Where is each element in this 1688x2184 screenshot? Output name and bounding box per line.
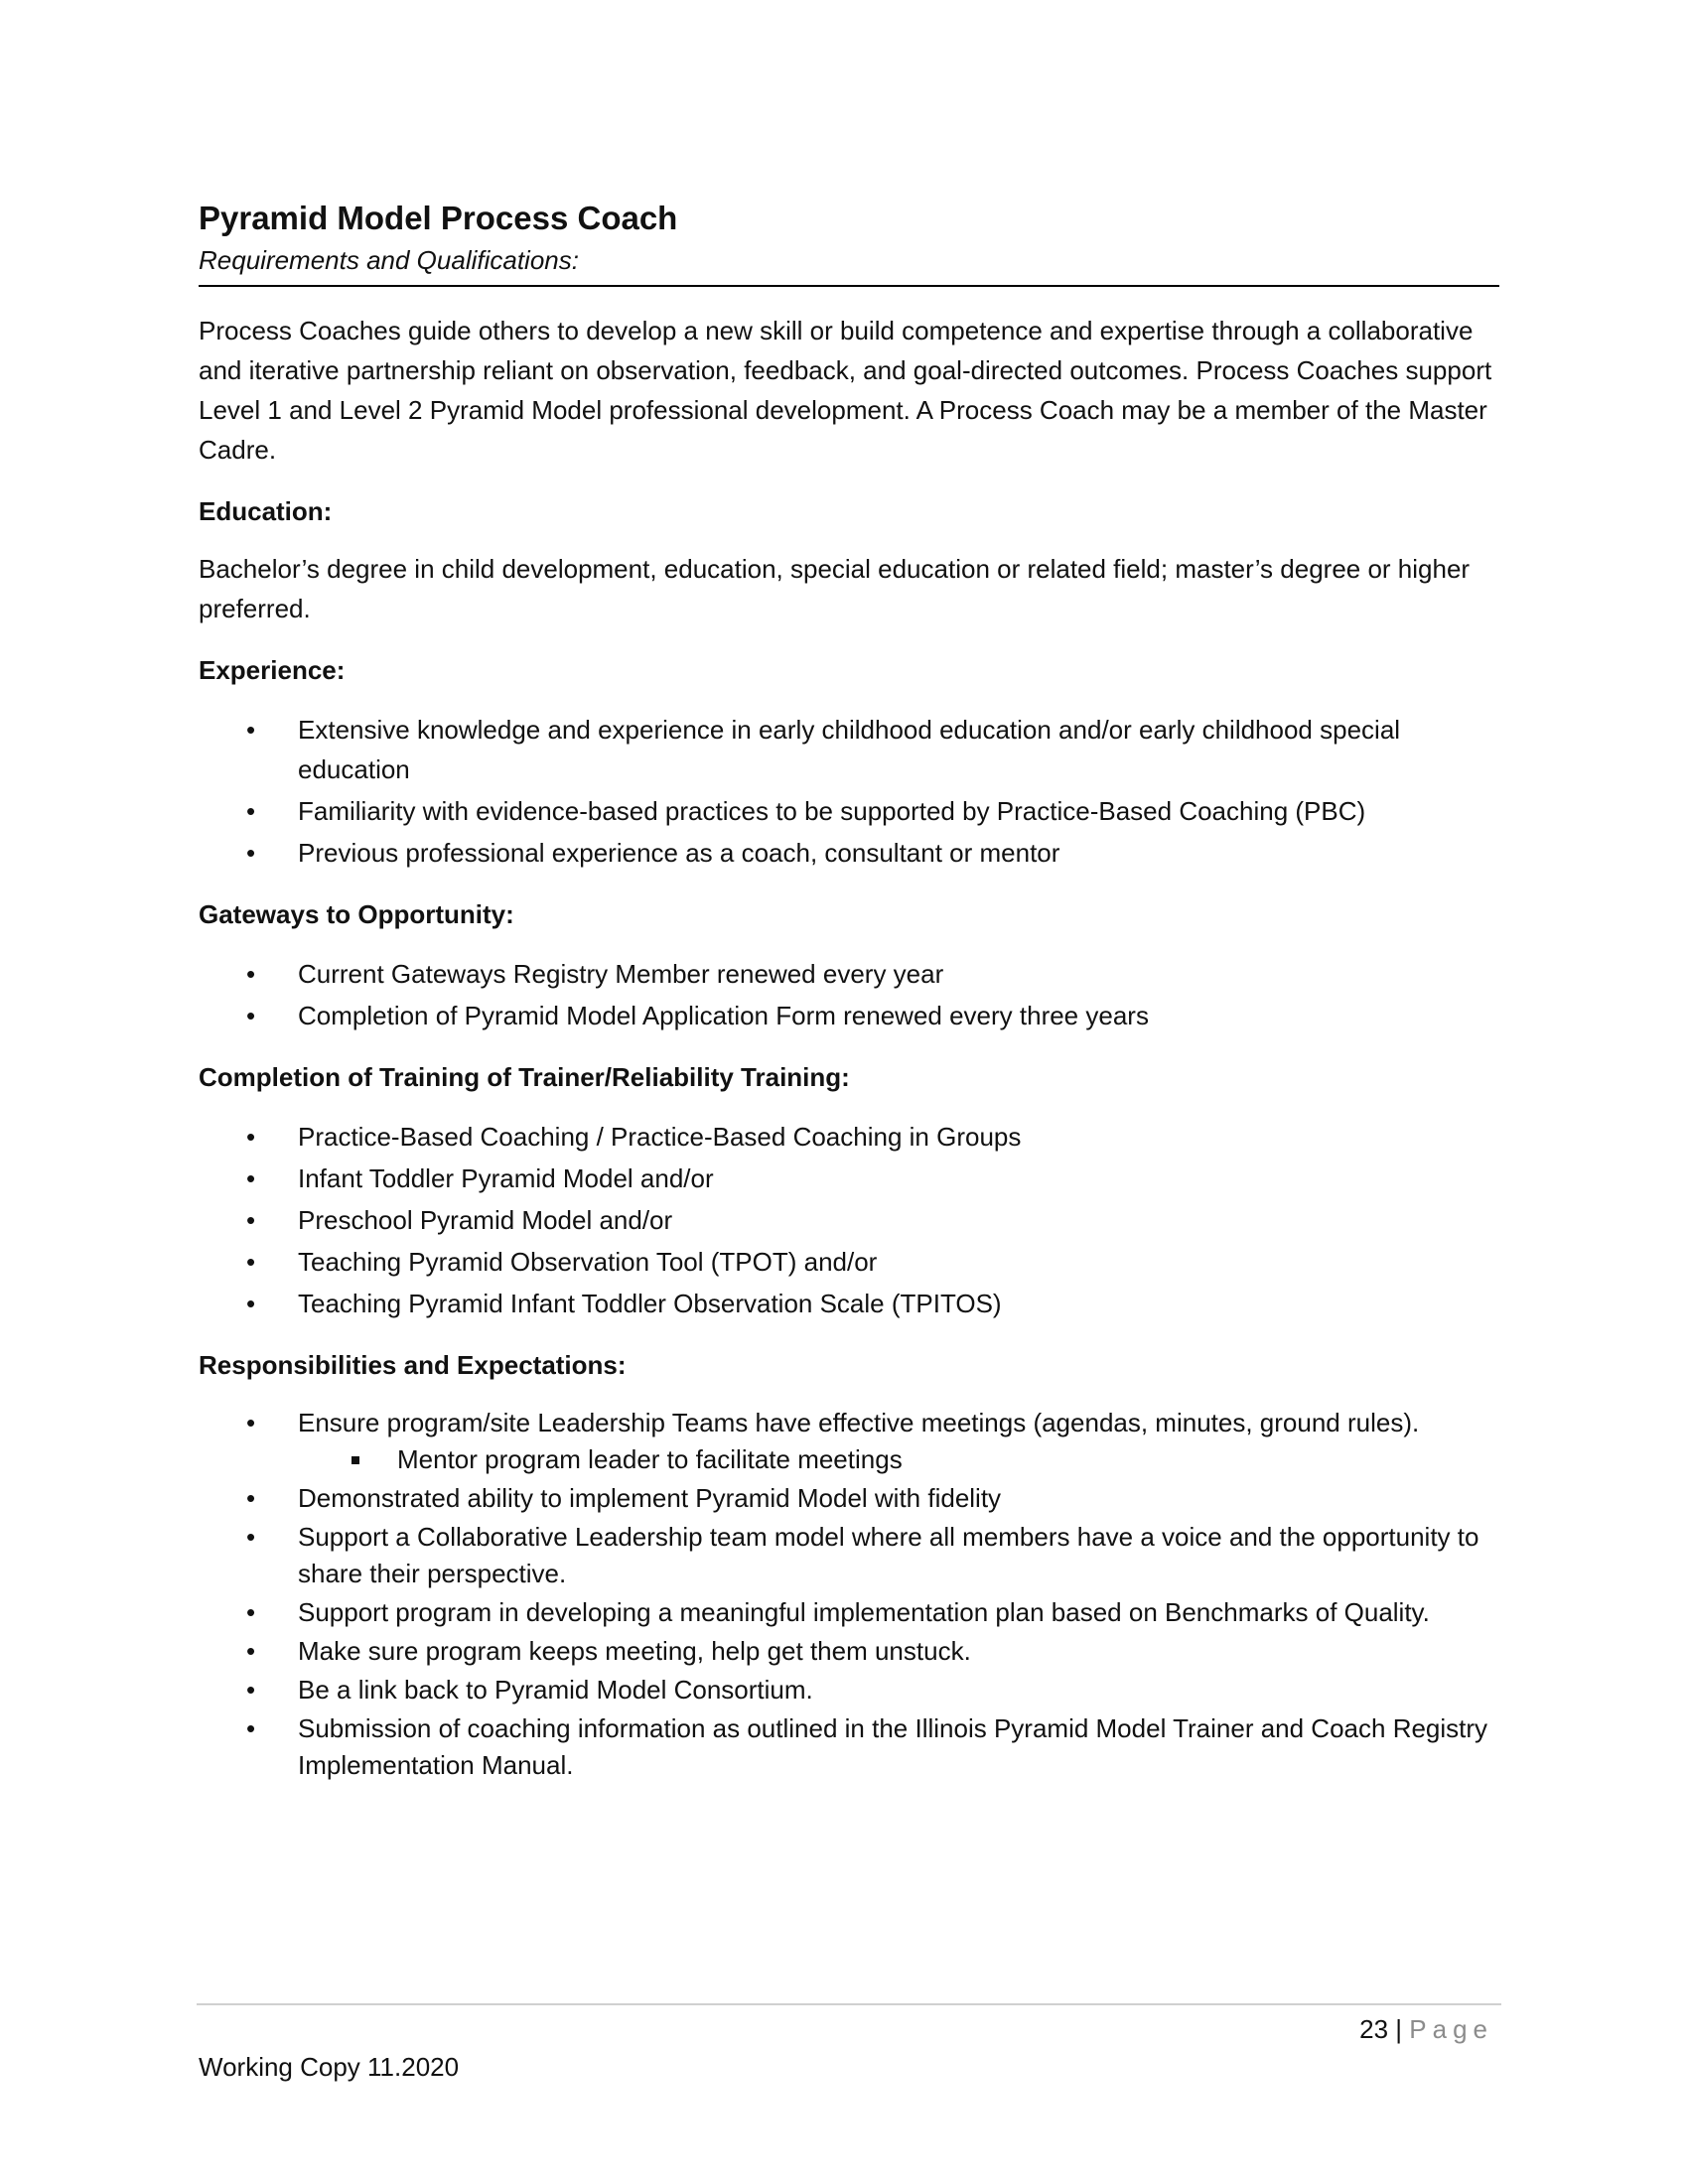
sub-list-item: Mentor program leader to facilitate meetings: [298, 1441, 1499, 1478]
page-number: [1359, 2009, 1493, 2049]
list-item: • Current Gateways Registry Member renewed every year: [199, 954, 1499, 994]
experience-heading: Experience:: [199, 655, 346, 686]
list-item: • Extensive knowledge and experience in early childhood education and/or early childhood special education: [199, 710, 1499, 789]
list-item: • Completion of Pyramid Model Application Form renewed every three years: [199, 996, 1499, 1035]
page-subtitle: Requirements and Qualifications:: [199, 244, 579, 275]
sub-list: [298, 1441, 1499, 1478]
training-heading: Completion of Training of Trainer/Reliability Training:: [199, 1062, 850, 1093]
education-heading: Education:: [199, 496, 333, 527]
responsibilities-heading: Responsibilities and Expectations:: [199, 1350, 627, 1381]
list-item: • Familiarity with evidence-based practices to be supported by Practice-Based Coaching (PBC): [199, 791, 1499, 831]
education-text: Bachelor’s degree in child development, education, special education or related field; master’s degree or higher preferred.: [199, 554, 1471, 624]
list-item: • Preschool Pyramid Model and/or: [199, 1200, 1499, 1240]
list-item: • Infant Toddler Pyramid Model and/or: [199, 1159, 1499, 1198]
document-page: [199, 199, 1499, 1786]
responsibilities-list: [199, 1405, 1499, 1784]
list-item: • Teaching Pyramid Observation Tool (TPOT) and/or: [199, 1242, 1499, 1282]
list-item-text: Ensure program/site Leadership Teams have effective meetings (agendas, minutes, ground rules).: [298, 1408, 1420, 1438]
intro-paragraph: Process Coaches guide others to develop a new skill or build competence and expertise through a collaborative and iterative partnership reliant on observation, feedback, and goal-directed outcomes. Process Coaches support Level 1 and Level 2 Pyramid Model professional development. A Process Coach may be a member of the Master Cadre.: [199, 316, 1492, 466]
title-divider: [199, 285, 1499, 287]
list-item: • Support a Collaborative Leadership team model where all members have a voice and the opportunity to share their perspective.: [199, 1519, 1499, 1592]
list-item: • Teaching Pyramid Infant Toddler Observation Scale (TPITOS): [199, 1284, 1499, 1323]
gateways-heading: Gateways to Opportunity:: [199, 899, 514, 930]
list-item: • Practice-Based Coaching / Practice-Based Coaching in Groups: [199, 1117, 1499, 1157]
list-item: • Make sure program keeps meeting, help get them unstuck.: [199, 1633, 1499, 1670]
footer-version: Working Copy 11.2020: [199, 2052, 460, 2082]
page-title: Pyramid Model Process Coach: [199, 200, 678, 236]
page-number-value: 23: [1359, 2014, 1389, 2044]
experience-list: [199, 710, 1499, 873]
list-item: • Previous professional experience as a coach, consultant or mentor: [199, 833, 1499, 873]
footer-divider: [197, 2003, 1501, 2005]
list-item: • Submission of coaching information as outlined in the Illinois Pyramid Model Trainer and Coach Registry Implementation Manual.: [199, 1710, 1499, 1784]
gateways-list: [199, 954, 1499, 1035]
list-item: [199, 1405, 1499, 1478]
list-item: • Support program in developing a meaningful implementation plan based on Benchmarks of Quality.: [199, 1594, 1499, 1631]
list-item: • Demonstrated ability to implement Pyramid Model with fidelity: [199, 1480, 1499, 1517]
training-list: [199, 1117, 1499, 1323]
list-item: • Be a link back to Pyramid Model Consortium.: [199, 1672, 1499, 1708]
page-number-separator: |: [1395, 2014, 1403, 2044]
page-label: Page: [1409, 2014, 1493, 2044]
